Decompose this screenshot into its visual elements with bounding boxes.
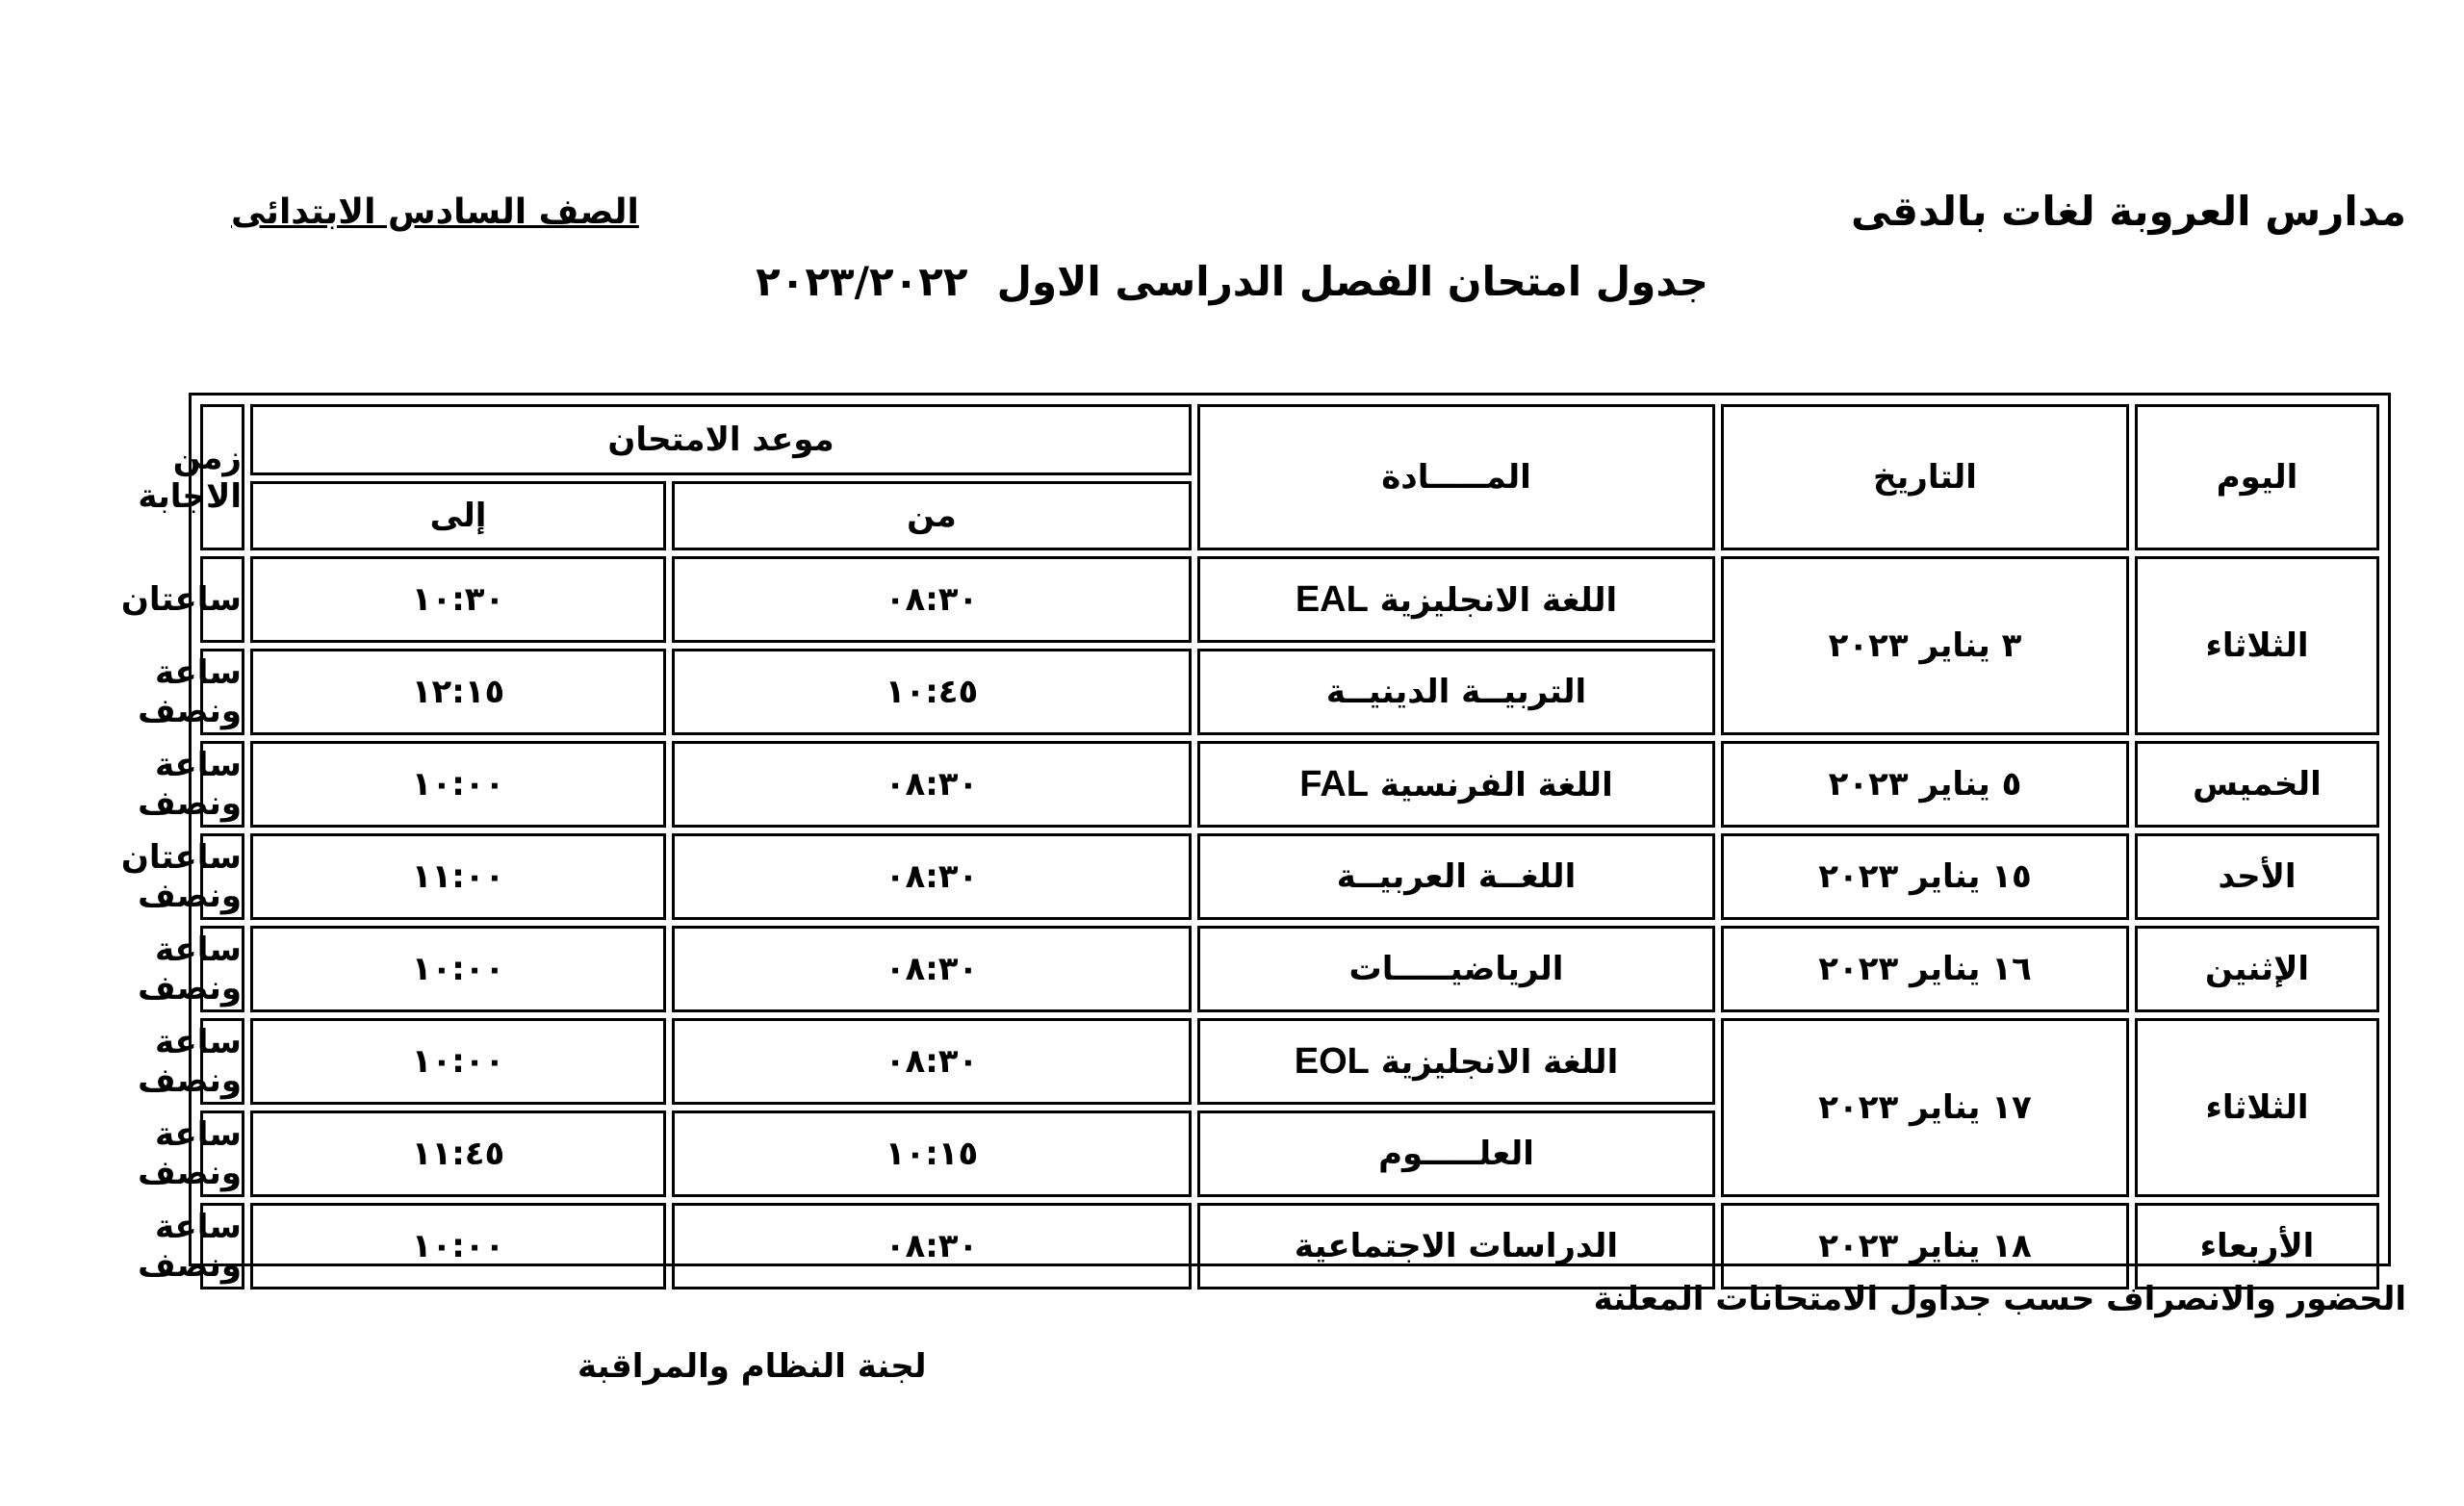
cell-subject: [1197, 1110, 1715, 1197]
table-row: [200, 926, 2379, 1012]
header-from: من: [672, 481, 1192, 550]
cell-to: ١٠:٣٠: [250, 556, 666, 643]
cell-from: ٠٨:٣٠: [672, 926, 1192, 1012]
cell-day: الثلاثاء: [2135, 556, 2379, 735]
cell-to: ١٠:٠٠: [250, 741, 666, 828]
cell-duration: ساعتان: [200, 556, 244, 643]
header-to: إلى: [250, 481, 666, 550]
subject-name: الرياضيـــــات: [1348, 950, 1564, 988]
title-main: جدول امتحان الفصل الدراسى الاول: [996, 258, 1708, 305]
cell-subject: [1197, 833, 1715, 920]
exam-schedule-table: [120, 398, 2385, 1295]
cell-day: الثلاثاء: [2135, 1018, 2379, 1197]
table-row: [200, 556, 2379, 643]
cell-from: ٠٨:٣٠: [672, 833, 1192, 920]
cell-subject: [1197, 741, 1715, 828]
attendance-note: الحضور والانصراف حسب جداول الامتحانات المعلنة: [1593, 1280, 2406, 1318]
cell-to: ١٠:٠٠: [250, 1018, 666, 1105]
cell-duration: ساعتان ونصف: [200, 833, 244, 920]
cell-duration: ساعة ونصف: [200, 926, 244, 1012]
subject-name: التربيــة الدينيــة: [1325, 673, 1587, 711]
cell-duration: ساعة ونصف: [200, 741, 244, 828]
cell-to: ١١:٤٥: [250, 1110, 666, 1197]
cell-from: ٠٨:٣٠: [672, 741, 1192, 828]
cell-from: ٠٨:٣٠: [672, 556, 1192, 643]
cell-day: الأربعاء: [2135, 1203, 2379, 1289]
subject-name: اللغة الانجليزية: [1379, 580, 1618, 620]
subject-code: EOL: [1294, 1040, 1370, 1082]
cell-subject: [1197, 1203, 1715, 1289]
cell-duration: ساعة ونصف: [200, 1110, 244, 1197]
cell-date: ١٥ يناير ٢٠٢٣: [1721, 833, 2129, 920]
table-row: [200, 1203, 2379, 1289]
cell-to: ١٢:١٥: [250, 649, 666, 735]
cell-date: ٥ يناير ٢٠٢٣: [1721, 741, 2129, 828]
committee-signature: لجنة النظام والمراقبة: [578, 1347, 927, 1386]
cell-day: الخميس: [2135, 741, 2379, 828]
cell-from: ٠٨:٣٠: [672, 1018, 1192, 1105]
table-row: [200, 741, 2379, 828]
table-row: [200, 1018, 2379, 1105]
subject-code: FAL: [1299, 763, 1370, 804]
cell-from: ١٠:٤٥: [672, 649, 1192, 735]
header-date: التاريخ: [1721, 404, 2129, 550]
cell-subject: [1197, 649, 1715, 735]
cell-from: ١٠:١٥: [672, 1110, 1192, 1197]
grade-label: الصف السادس الابتدائى: [231, 192, 639, 232]
subject-name: الدراسات الاجتماعية: [1294, 1227, 1619, 1265]
cell-to: ١١:٠٠: [250, 833, 666, 920]
cell-to: ١٠:٠٠: [250, 1203, 666, 1289]
title-year: ٢٠٢٣/٢٠٢٢: [756, 258, 968, 305]
cell-subject: [1197, 556, 1715, 643]
cell-duration: ساعة ونصف: [200, 649, 244, 735]
exam-schedule-frame: [120, 393, 2391, 1285]
cell-subject: [1197, 926, 1715, 1012]
subject-name: اللغــة العربيــة: [1336, 857, 1577, 896]
cell-from: ٠٨:٣٠: [672, 1203, 1192, 1289]
header-exam-time: موعد الامتحان: [250, 404, 1192, 475]
subject-name: اللغة الانجليزية: [1380, 1042, 1619, 1082]
subject-code: EAL: [1295, 578, 1369, 620]
cell-date: ١٧ يناير ٢٠٢٣: [1721, 1018, 2129, 1197]
school-name: مدارس العروبة لغات بالدقى: [1850, 188, 2406, 235]
page-title: [0, 258, 2464, 305]
cell-duration: ساعة ونصف: [200, 1018, 244, 1105]
table-row: [200, 833, 2379, 920]
cell-to: ١٠:٠٠: [250, 926, 666, 1012]
cell-date: ١٦ يناير ٢٠٢٣: [1721, 926, 2129, 1012]
header-subject: المـــــادة: [1197, 404, 1715, 550]
cell-day: الأحد: [2135, 833, 2379, 920]
header-day: اليوم: [2135, 404, 2379, 550]
header-duration: زمن الاجابة: [200, 404, 244, 550]
cell-subject: [1197, 1018, 1715, 1105]
cell-date: ٣ يناير ٢٠٢٣: [1721, 556, 2129, 735]
cell-date: ١٨ يناير ٢٠٢٣: [1721, 1203, 2129, 1289]
cell-day: الإثنين: [2135, 926, 2379, 1012]
subject-name: العلـــــوم: [1378, 1135, 1534, 1173]
cell-duration: ساعة ونصف: [200, 1203, 244, 1289]
subject-name: اللغة الفرنسية: [1379, 765, 1613, 804]
